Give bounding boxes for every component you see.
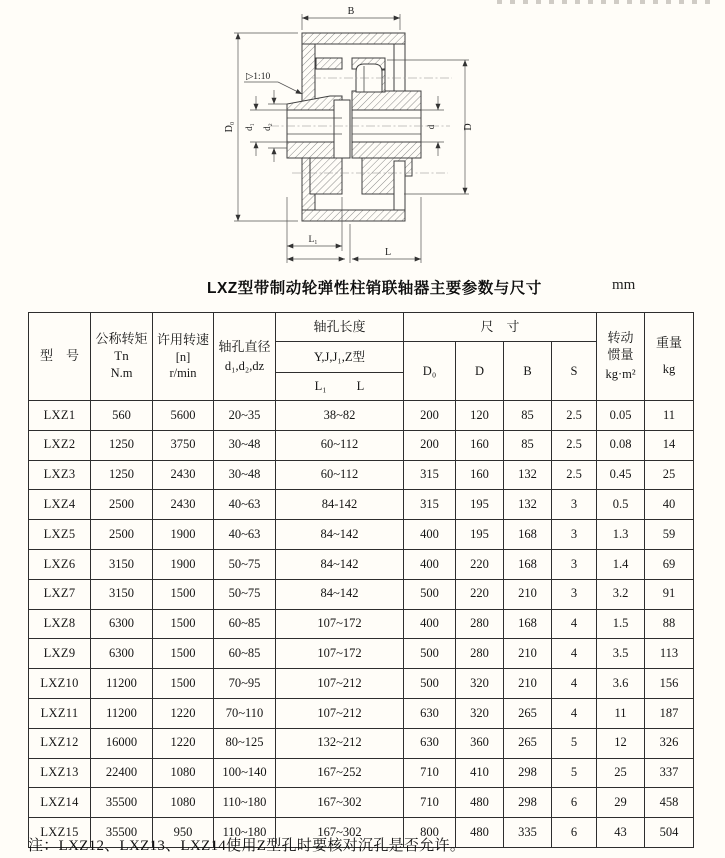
title-row [0,276,725,300]
table-cell: LXZ15 [29,818,91,848]
col-header-size-group: 尺 寸 [404,313,597,342]
table-cell: 132 [504,460,552,490]
table-cell: 1220 [153,728,214,758]
table-cell: 0.45 [597,460,645,490]
table-cell: 167~302 [276,818,404,848]
table-cell: 0.5 [597,490,645,520]
table-cell: LXZ12 [29,728,91,758]
table-cell: 2.5 [552,430,597,460]
table-cell: 195 [456,490,504,520]
table-cell: 3.2 [597,579,645,609]
table-cell: 187 [645,698,694,728]
right-hub-lower-block [352,142,421,158]
table-cell: 710 [404,758,456,788]
table-cell: 3150 [91,579,153,609]
table-cell: 280 [456,609,504,639]
table-cell: 40~63 [214,490,276,520]
table-cell: 43 [597,818,645,848]
dim-label-B: B [347,6,355,17]
table-cell: LXZ6 [29,549,91,579]
table-cell: 1080 [153,788,214,818]
table-cell: 3.6 [597,669,645,699]
table-cell: 60~112 [276,460,404,490]
table-cell: 560 [91,401,153,431]
table-cell: 1250 [91,430,153,460]
table-cell: 315 [404,460,456,490]
col-header-speed: 许用转速 [n] r/min [153,313,214,401]
table-cell: 800 [404,818,456,848]
table-row [29,609,694,639]
table-cell: 132~212 [276,728,404,758]
table-cell: 3150 [91,549,153,579]
table-cell: 2430 [153,490,214,520]
left-hub-lower-flange [310,158,342,194]
col-header-length-type: Y,J,J₁,Z型 [276,342,404,373]
table-cell: 120 [456,401,504,431]
table-cell: 4 [552,609,597,639]
table-cell: 100~140 [214,758,276,788]
table-cell: LXZ8 [29,609,91,639]
table-cell: 220 [456,579,504,609]
table-cell: 25 [597,758,645,788]
table-row [29,579,694,609]
table-cell: 200 [404,430,456,460]
dim-label-d2: d₂ [262,123,272,131]
table-header [29,313,694,401]
table-cell: 11 [597,698,645,728]
table-cell: 480 [456,818,504,848]
table-cell: 107~212 [276,698,404,728]
col-header-model: 型 号 [29,313,91,401]
table-cell: LXZ14 [29,788,91,818]
table-row [29,669,694,699]
table-cell: 280 [456,639,504,669]
col-header-L1-L: L₁ L [276,373,404,401]
table-cell: 107~172 [276,609,404,639]
col-header-B: B [504,342,552,401]
table-cell: 6300 [91,609,153,639]
table-cell: 3 [552,520,597,550]
table-cell: 80~125 [214,728,276,758]
table-cell: 2430 [153,460,214,490]
table-cell: 35500 [91,788,153,818]
table-row [29,460,694,490]
table-cell: 132 [504,490,552,520]
table-cell: 500 [404,579,456,609]
table-cell: 59 [645,520,694,550]
table-cell: 710 [404,788,456,818]
table-cell: 168 [504,549,552,579]
table-cell: LXZ9 [29,639,91,669]
table-cell: 22400 [91,758,153,788]
table-cell: 500 [404,669,456,699]
table-row [29,549,694,579]
table-cell: 950 [153,818,214,848]
table-cell: 326 [645,728,694,758]
table-cell: 210 [504,669,552,699]
table-cell: 70~95 [214,669,276,699]
table-cell: 160 [456,430,504,460]
table-row [29,728,694,758]
table-cell: 500 [404,639,456,669]
table-cell: 84~142 [276,579,404,609]
table-cell: 220 [456,549,504,579]
table-cell: 40~63 [214,520,276,550]
table-cell: 337 [645,758,694,788]
col-header-S: S [552,342,597,401]
table-cell: 5 [552,728,597,758]
drum-right-wall-lower [394,161,405,210]
table-cell: 3 [552,579,597,609]
table-cell: 160 [456,460,504,490]
table-row [29,788,694,818]
table-cell: 1080 [153,758,214,788]
table-cell: 11200 [91,698,153,728]
table-cell: 6 [552,818,597,848]
table-cell: 85 [504,430,552,460]
table-row [29,639,694,669]
col-header-length-group: 轴孔长度 [276,313,404,342]
table-cell: 168 [504,520,552,550]
table-cell: 6 [552,788,597,818]
dim-label-d: d [426,124,436,130]
col-header-weight: 重量 kg [645,313,694,401]
table-cell: 335 [504,818,552,848]
table-cell: 60~85 [214,639,276,669]
table-cell: 1.3 [597,520,645,550]
dim-label-D0: D₀ [224,121,235,133]
table-cell: 11200 [91,669,153,699]
table-cell: 195 [456,520,504,550]
table-cell: 2.5 [552,460,597,490]
table-cell: 298 [504,788,552,818]
table-cell: 298 [504,758,552,788]
table-cell: 29 [597,788,645,818]
table-cell: 20~35 [214,401,276,431]
table-cell: 11 [645,401,694,431]
table-cell: 0.05 [597,401,645,431]
table-cell: LXZ11 [29,698,91,728]
table-cell: 167~302 [276,788,404,818]
table-cell: 69 [645,549,694,579]
drum-right-wall-upper [394,44,405,91]
table-cell: 84-142 [276,490,404,520]
table-cell: 400 [404,549,456,579]
table-cell: 30~48 [214,430,276,460]
table-cell: 6300 [91,639,153,669]
table-cell: 504 [645,818,694,848]
dim-label-d1: d₁ [244,123,254,131]
coupling-section-drawing [0,0,725,272]
table-cell: 210 [504,639,552,669]
footnote: 注：LXZ12、LXZ13、LXZ14使用Z型孔时要核对沉孔是否允许。 [28,838,466,854]
table-cell: LXZ13 [29,758,91,788]
table-cell: 1500 [153,669,214,699]
table-cell: 12 [597,728,645,758]
dim-label-L: L [384,247,392,258]
table-cell: 3750 [153,430,214,460]
table-row [29,430,694,460]
table-cell: 4 [552,698,597,728]
table-cell: 113 [645,639,694,669]
col-header-D: D [456,342,504,401]
table-cell: 1900 [153,520,214,550]
table-cell: 3 [552,549,597,579]
drum-top-band [302,33,405,44]
table-cell: 5 [552,758,597,788]
table-cell: 40 [645,490,694,520]
unit-label: mm [612,277,636,293]
table-cell: 400 [404,520,456,550]
table-row [29,490,694,520]
table-cell: 84~142 [276,520,404,550]
table-cell: 38~82 [276,401,404,431]
table-cell: 1500 [153,639,214,669]
table-cell: 35500 [91,818,153,848]
table-cell: 400 [404,609,456,639]
table-cell: 315 [404,490,456,520]
table-cell: 2500 [91,520,153,550]
table-cell: 265 [504,728,552,758]
table-cell: LXZ1 [29,401,91,431]
col-header-inertia: 转动 惯量 kg·m² [597,313,645,401]
left-hub-rim [316,58,342,69]
page-title: LXZ型带制动轮弹性柱销联轴器主要参数与尺寸 [207,280,542,297]
taper-label: ▷1:10 [246,72,271,82]
table-cell: 156 [645,669,694,699]
table-cell: 1500 [153,609,214,639]
technical-drawing [0,0,725,272]
table-cell: 107~172 [276,639,404,669]
table-row [29,520,694,550]
table-row [29,758,694,788]
table-cell: 3.5 [597,639,645,669]
table-cell: 210 [504,579,552,609]
table-cell: 70~110 [214,698,276,728]
table-cell: 320 [456,698,504,728]
col-header-bore: 轴孔直径 d₁,d₂,dz [214,313,276,401]
dim-label-L1: L₁ [308,235,318,245]
table-cell: 360 [456,728,504,758]
right-hub-upper-block [352,91,421,110]
table-cell: 458 [645,788,694,818]
table-cell: 5600 [153,401,214,431]
table-cell: 50~75 [214,579,276,609]
table-cell: 1.5 [597,609,645,639]
table-cell: 1900 [153,549,214,579]
table-cell: 630 [404,728,456,758]
col-header-D0: D₀ [404,342,456,401]
table-cell: LXZ4 [29,490,91,520]
col-header-torque: 公称转矩Tn N.m [91,313,153,401]
table-cell: 1250 [91,460,153,490]
table-cell: 110~180 [214,788,276,818]
table-cell: 410 [456,758,504,788]
table-cell: LXZ3 [29,460,91,490]
table-cell: 4 [552,639,597,669]
table-cell: 88 [645,609,694,639]
table-cell: 1.4 [597,549,645,579]
table-cell: LXZ7 [29,579,91,609]
table-cell: 110~180 [214,818,276,848]
table-cell: 2500 [91,490,153,520]
table-cell: 320 [456,669,504,699]
table-cell: 25 [645,460,694,490]
table-cell: 265 [504,698,552,728]
table-cell: 60~85 [214,609,276,639]
table-cell: 1500 [153,579,214,609]
table-row [29,698,694,728]
drum-bottom-band [302,210,405,221]
table-cell: 167~252 [276,758,404,788]
table-cell: 14 [645,430,694,460]
table-cell: 107~212 [276,669,404,699]
table-cell: 84~142 [276,549,404,579]
table-cell: 1220 [153,698,214,728]
table-cell: 4 [552,669,597,699]
flange-gap [334,100,350,158]
table-cell: 50~75 [214,549,276,579]
table-cell: LXZ2 [29,430,91,460]
table-cell: 168 [504,609,552,639]
table-cell: 480 [456,788,504,818]
dim-label-D: D [463,123,474,131]
table-cell: LXZ10 [29,669,91,699]
table-row [29,401,694,431]
table-body [29,401,694,848]
parameters-table [28,312,694,848]
table-cell: 60~112 [276,430,404,460]
table-cell: 3 [552,490,597,520]
table-cell: 85 [504,401,552,431]
table-cell: 0.08 [597,430,645,460]
table-cell: 30~48 [214,460,276,490]
table-cell: 200 [404,401,456,431]
table-cell: 2.5 [552,401,597,431]
table-cell: LXZ5 [29,520,91,550]
table-cell: 91 [645,579,694,609]
table-cell: 630 [404,698,456,728]
table-cell: 16000 [91,728,153,758]
